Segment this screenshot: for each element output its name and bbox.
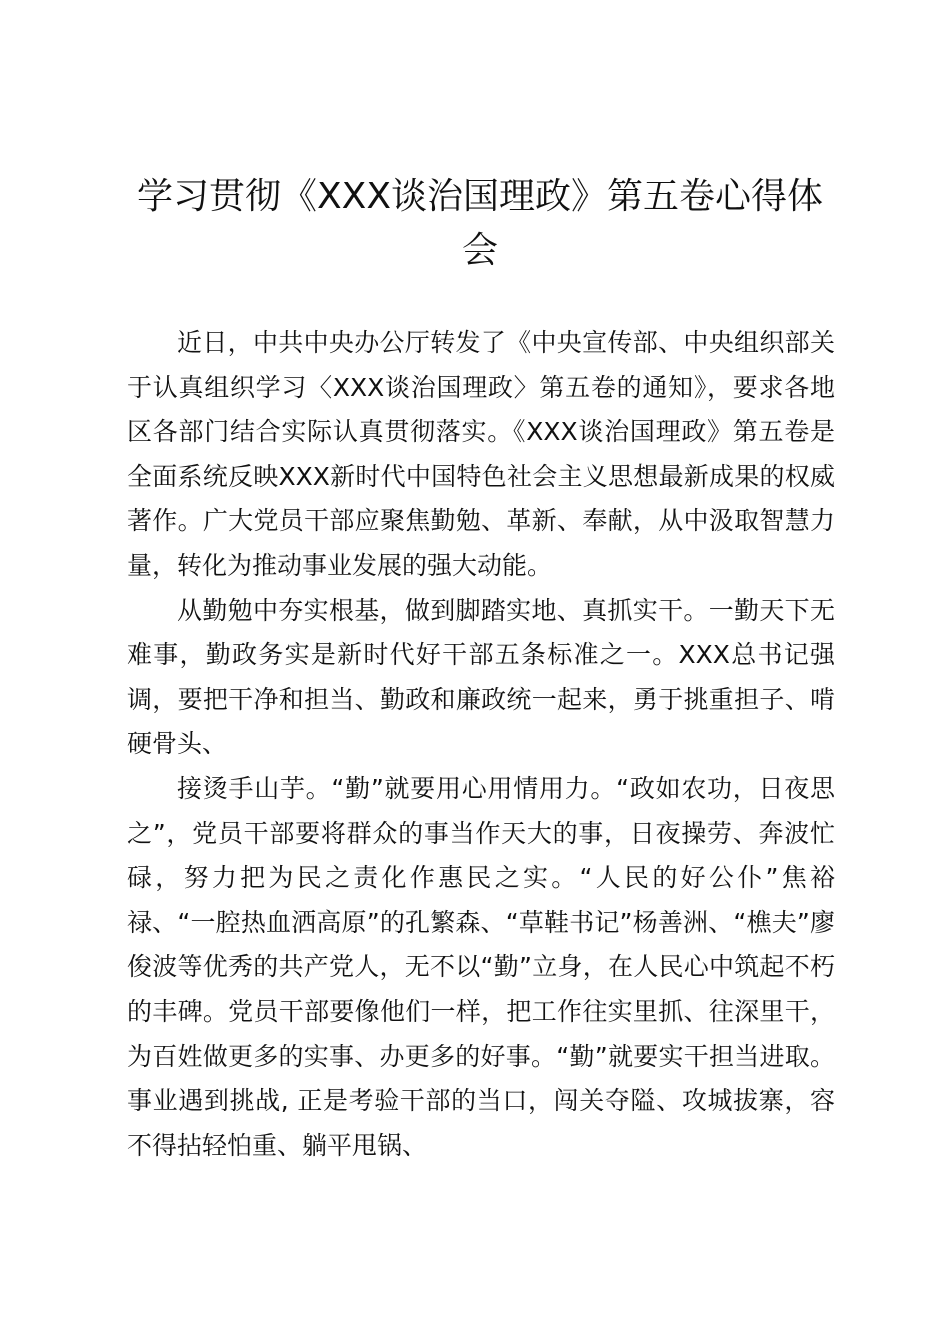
paragraph-1: 近日，中共中央办公厅转发了《中央宣传部、中央组织部关于认真组织学习〈XXX谈治国理政〉第五卷的通知》，要求各地区各部门结合实际认真贯彻落实。《XXX谈治国理政》第五卷是全面系统反映XXX新时代中国特色社会主义思想最新成果的权威著作。广大党员干部应聚焦勤勉、革新、奉献，从中汲取智慧力量，转化为推动事业发展的强大动能。 xyxy=(127,328,835,580)
paragraph-2: 从勤勉中夯实根基，做到脚踏实地、真抓实干。一勤天下无难事，勤政务实是新时代好干部五条标准之一。XXX总书记强调，要把干净和担当、勤政和廉政统一起来，勇于挑重担子、啃硬骨头、 xyxy=(127,595,835,759)
document-title: 学习贯彻《XXX谈治国理政》第五卷心得体会 xyxy=(137,176,823,271)
paragraph-3: 接烫手山芋。“勤”就要用心用情用力。“政如农功，日夜思之”，党员干部要将群众的事当作天大的事，日夜操劳、奔波忙碌，努力把为民之责化作惠民之实。“人民的好公仆”焦裕禄、“一腔热血洒高原”的孔繁森、“草鞋书记”杨善洲、“樵夫”廖俊波等优秀的共产党人，无不以“勤”立身，在人民心中筑起不朽的丰碑。党员干部要像他们一样，把工作往实里抓、往深里干，为百姓做更多的实事、办更多的好事。“勤”就要实干担当进取。事业遇到挑战, 正是考验干部的当口，闯关夺隘、攻城拔寨，容不得拈轻怕重、躺平甩锅、 xyxy=(127,773,835,1160)
document-body xyxy=(127,321,835,1168)
